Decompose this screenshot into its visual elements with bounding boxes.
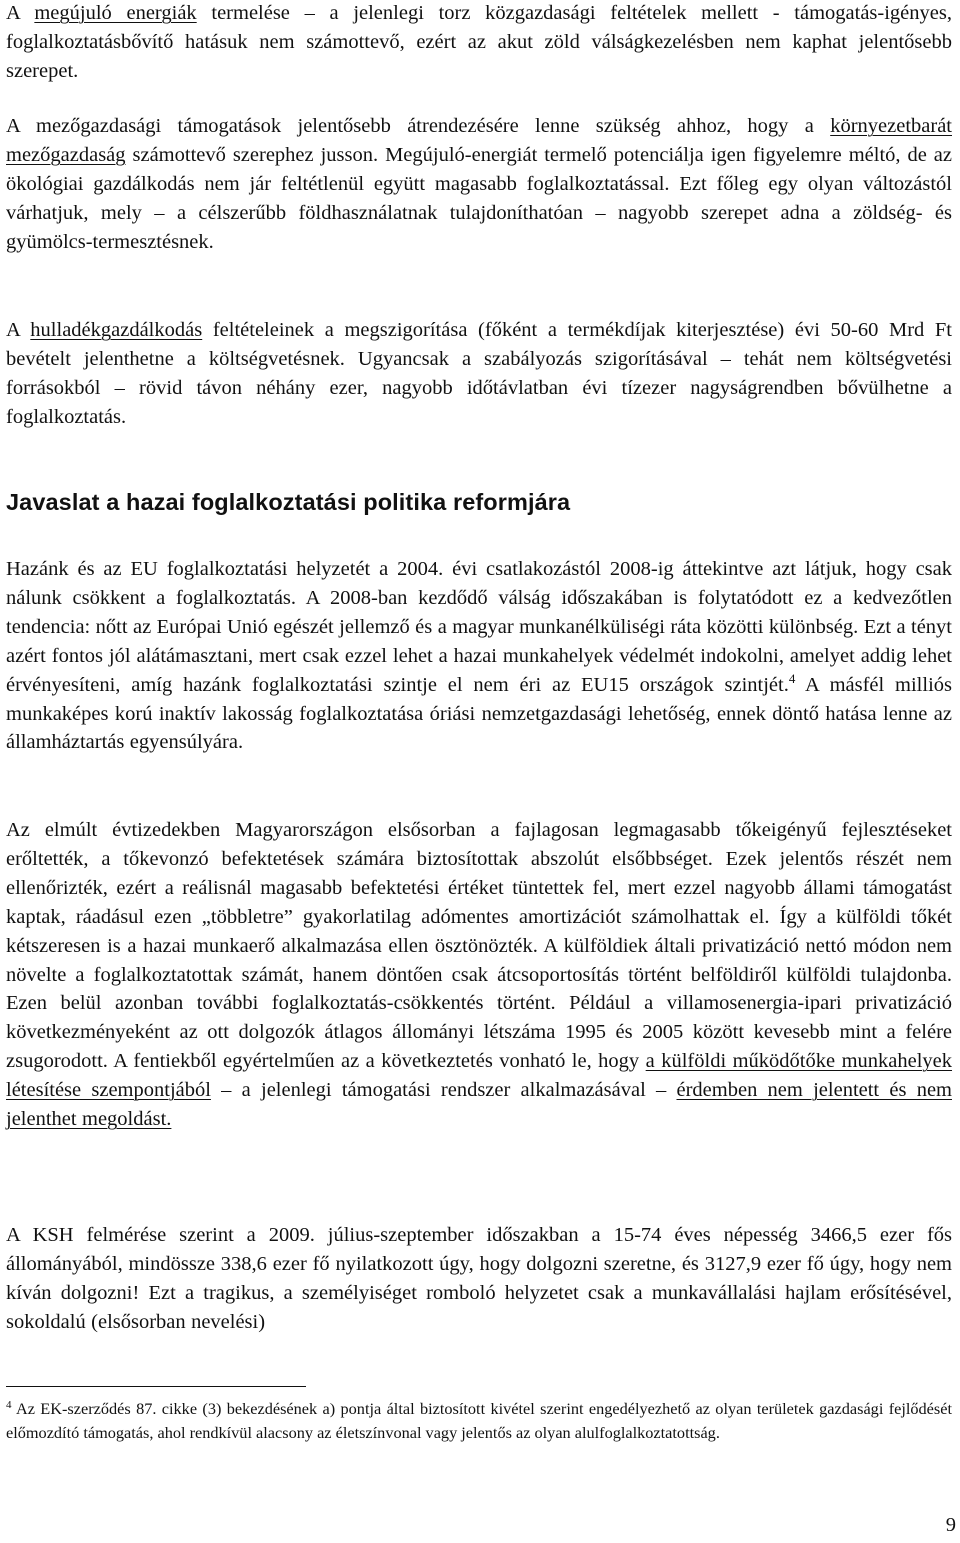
section-heading: Javaslat a hazai foglalkoztatási politika reformjára bbox=[6, 489, 571, 515]
text-run: – a jelenlegi támogatási rendszer alkalmazásával – bbox=[210, 1079, 677, 1102]
paragraph-employment-situation bbox=[6, 555, 952, 757]
underlined-phrase: a külföldi működőtőke munkahelyek létesítése szempontjából bbox=[6, 1050, 953, 1102]
paragraph-renewable-energy bbox=[6, 0, 952, 86]
text-run: Az elmúlt évtizedekben Magyarországon elsősorban a fajlagosan legmagasabb tőkeigényű fejlesztéseket erőltették, a tőkevonzó befektetések számára biztosítottak abszolút elsőbbséget. Ezek jelentős részét nem ellenőrizték, ezért a reálisnál magasabb befektetési értéket tüntettek fel, mert ezzel nagyobb állami támogatást kaptak, ráadásul ezen „többletre” gyakorlatilag adómentes amortizációt számolhattak el. Így a külföldi tőkét kétszeresen is a hazai munkaerő alkalmazása ellen ösztönözték. A külföldiek általi privatizáció nettó módon nem növelte a foglalkoztatottak számát, hanem döntően csak átcsoportosítás történt belföldiről külföldi tulajdonba. Ezen belül azonban további foglalkoztatás-csökkentés történt. Például a villamosenergia-ipari privatizáció következményeként az ott dolgozók átlagos állományi létszáma 1995 és 2005 között kevesebb mint a felére zsugorodott. A fentiekből egyértelműen az a következtetés vonható le, hogy bbox=[6, 819, 952, 1073]
text-run: Hazánk és az EU foglalkoztatási helyzetét a 2004. évi csatlakozástól 2008-ig áttekintve azt látjuk, hogy csak nálunk csökkent a foglalkoztatás. A 2008-ban kezdődő válság időszakában is folytatódott ez a kedvezőtlen tendencia: nőtt az Európai Unió egészét jellemző és a magyar munkanélküliségi ráta közötti különbség. Ezt a tényt azért fontos jól alátámasztani, mert csak ezzel lehet a hazai munkahelyek védelmét indokolni, amelyet addig lehet érvényesíteni, amíg hazánk foglalkoztatási szintje el nem éri az EU15 országok szintjét. bbox=[6, 558, 952, 696]
underlined-term: megújuló energiák bbox=[34, 2, 197, 24]
text-run: számottevő szerephez jusson. Megújuló-energiát termelő potenciálja igen figyelemre méltó, de az ökológiai gazdálkodás nem jár feltétlenül együtt magasabb foglalkoztatással. Ezt főleg egy olyan változástól várhatjuk, mely – a célszerűbb földhasználatnak tulajdoníthatóan – nagyobb szerepet adna a zöldség- és gyümölcs-termesztésnek. bbox=[6, 143, 952, 253]
text-run: A mezőgazdasági támogatások jelentősebb átrendezésére lenne szükség ahhoz, hogy a bbox=[6, 115, 831, 137]
text-run: A másfél milliós munkaképes korú inaktív lakosság foglalkoztatása óriási nemzetgazdasági lehetőség, ennek döntő hatása lenne az államháztartás egyensúlyára. bbox=[6, 673, 952, 754]
paragraph-waste-management bbox=[6, 316, 952, 432]
paragraph-ksh-survey: A KSH felmérése szerint a 2009. július-szeptember időszakban a 15-74 éves népesség 3466,5 ezer fős állományából, mindössze 338,6 ezer fő nyilatkozott úgy, hogy dolgozni szeretne, és 3127,9 ezer fő úgy, hogy nem kíván dolgozni! Ezt a tragikus, a személyiséget romboló helyzetet csak a munkavállalási hajlam erősítésével, sokoldalú (elsősorban nevelési) bbox=[6, 1224, 952, 1333]
underlined-term: környezetbarát mezőgazdaság bbox=[6, 115, 952, 166]
text-run: A bbox=[6, 319, 31, 341]
text-run: A bbox=[6, 2, 35, 24]
paragraph-capital-investment bbox=[6, 816, 952, 1134]
footnote bbox=[6, 1397, 952, 1445]
page-number: 9 bbox=[945, 1514, 956, 1536]
underlined-phrase: érdemben nem jelentett és nem jelenthet megoldást. bbox=[6, 1079, 952, 1131]
text-run: termelése – a jelenlegi torz közgazdasági feltételek mellett - támogatás-igényes, foglalkoztatásbővítő hatásuk nem számottevő, ezért az akut zöld válságkezelésben nem kaphat jelentősebb szerepet. bbox=[6, 2, 952, 82]
paragraph-agriculture bbox=[6, 112, 952, 257]
footnote-text: Az EK-szerződés 87. cikke (3) bekezdésének a) pontja által biztosított kivétel szerint engedélyezhető az olyan területek gazdasági fejlődését előmozdító támogatás, ahol rendkívül alacsony az életszínvonal vagy jelentős az olyan alulfoglalkoztatottság. bbox=[6, 1399, 952, 1442]
footnote-separator bbox=[6, 1386, 306, 1387]
footnote-reference: 4 bbox=[788, 670, 796, 686]
text-run: feltételeinek a megszigorítása (főként a termékdíjak kiterjesztése) évi 50-60 Mrd Ft bevételt jelenthetne a költségvetésnek. Ugyancsak a szabályozás szigorításával – tehát nem költségvetési forrásokból – rövid távon néhány ezer, nagyobb időtávlatban évi tízezer nagyságrendben bővülhetne a foglalkoztatás. bbox=[6, 319, 952, 428]
footnote-mark: 4 bbox=[6, 1399, 12, 1411]
underlined-term: hulladékgazdálkodás bbox=[30, 319, 203, 341]
